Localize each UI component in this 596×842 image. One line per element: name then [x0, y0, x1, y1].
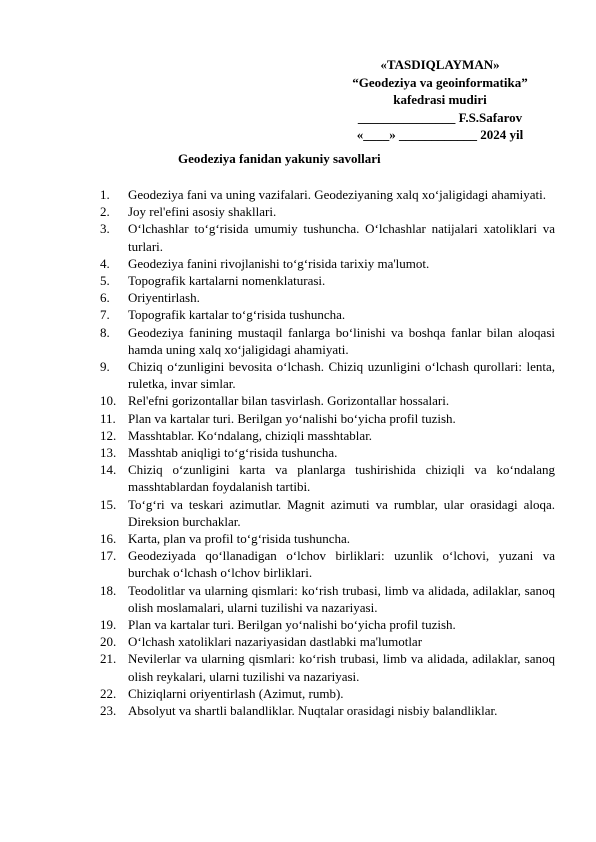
approval-department: “Geodeziya va geoinformatika”: [352, 74, 528, 90]
question-text: Chiziq o‘zunligini bevosita o‘lchash. Chiziq uzunligini o‘lchash qurollari: lenta, ruletka, invar simlar.: [128, 359, 555, 392]
question-text: Masshtablar. Ko‘ndalang, chiziqli masshtablar.: [128, 427, 373, 443]
question-item: [100, 616, 555, 633]
question-text: Geodeziya fani va uning vazifalari. Geodeziyaning xalq xo‘jaligidagi ahamiyati.: [128, 187, 547, 202]
question-number: 4.: [100, 255, 110, 271]
question-number: 14.: [100, 462, 117, 478]
question-text: Chiziq o‘zunligini karta va planlarga tushirishida chiziqli va ko‘ndalang masshtablardan foydalanish tartibi.: [128, 462, 555, 495]
question-number: 22.: [100, 685, 117, 701]
question-list: [100, 186, 555, 719]
question-number: 11.: [100, 410, 116, 426]
question-item: [100, 289, 555, 306]
question-text: O‘lchash xatoliklari nazariyasidan dastlabki ma'lumotlar: [128, 634, 423, 650]
question-text: Karta, plan va profil to‘g‘risida tushuncha.: [128, 531, 351, 547]
question-text: Teodolitlar va ularning qismlari: ko‘rish trubasi, limb va alidada, adilaklar, sanoq olish moslamalari, ularni tuzilishi va nazariyasi.: [128, 582, 555, 615]
question-text: Plan va kartalar turi. Berilgan yo‘nalishi bo‘yicha profil tuzish.: [128, 617, 456, 633]
question-number: 7.: [100, 307, 110, 323]
question-item: [100, 358, 555, 392]
question-item: [100, 220, 555, 254]
question-text: O‘lchashlar to‘g‘risida umumiy tushuncha. O‘lchashlar natijalari xatoliklari va turlari.: [128, 221, 555, 254]
question-text: To‘g‘ri va teskari azimutlar. Magnit azimuti va rumblar, ular orasidagi aloqa. Direksion burchaklar.: [128, 496, 555, 529]
question-number: 9.: [100, 359, 110, 375]
approval-date-line: «____» ____________ 2024 yil: [356, 127, 524, 142]
question-item: [100, 547, 555, 581]
question-item: [100, 306, 555, 323]
question-text: Plan va kartalar turi. Berilgan yo‘nalishi bo‘yicha profil tuzish.: [128, 410, 456, 426]
question-item: [100, 392, 555, 409]
question-item: [100, 685, 555, 702]
question-number: 1.: [100, 187, 110, 202]
question-number: 13.: [100, 445, 117, 461]
question-number: 20.: [100, 634, 117, 650]
question-item: [100, 186, 555, 203]
approval-heading: «TASDIQLAYMAN»: [380, 57, 500, 72]
question-item: [100, 650, 555, 684]
question-number: 5.: [100, 273, 110, 289]
question-number: 16.: [100, 531, 117, 547]
question-text: Joy rel'efini asosiy shakllari.: [128, 204, 277, 220]
question-text: Nevilerlar va ularning qismlari: ko‘rish trubasi, limb va alidada, adilaklar, sanoq olish reykalari, ularni tuzilishi va nazariyasi.: [128, 651, 555, 684]
question-number: 10.: [100, 393, 117, 409]
question-text: Absolyut va shartli balandliklar. Nuqtalar orasidagi nisbiy balandliklar.: [128, 703, 498, 719]
question-text: Rel'efni gorizontallar bilan tasvirlash. Gorizontallar hossalari.: [128, 393, 450, 409]
question-number: 21.: [100, 651, 117, 667]
question-number: 17.: [100, 548, 117, 564]
question-text: Geodeziya fanining mustaqil fanlarga bo‘linishi va boshqa fanlar bilan aloqasi hamda uning xalq xo‘jaligidagi ahamiyati.: [128, 324, 555, 357]
question-text: Masshtab aniqligi to‘g‘risida tushuncha.: [128, 445, 338, 461]
question-number: 2.: [100, 204, 110, 220]
question-item: [100, 255, 555, 272]
question-number: 18.: [100, 582, 117, 598]
question-item: [100, 633, 555, 650]
page-title: Geodeziya fanidan yakuniy savollari: [178, 151, 381, 166]
question-item: [100, 702, 555, 719]
approval-block: [330, 56, 550, 144]
question-number: 3.: [100, 221, 110, 237]
approval-signature-line: _______________ F.S.Safarov: [357, 109, 523, 125]
question-item: [100, 324, 555, 358]
question-item: [100, 530, 555, 547]
question-item: [100, 582, 555, 616]
approval-position: kafedrasi mudiri: [393, 92, 487, 107]
question-number: 15.: [100, 496, 117, 512]
question-item: [100, 410, 555, 427]
question-text: Geodeziya fanini rivojlanishi to‘g‘risida tarixiy ma'lumot.: [128, 255, 430, 271]
question-item: [100, 461, 555, 495]
question-item: [100, 427, 555, 444]
question-text: Oriyentirlash.: [128, 290, 200, 306]
question-number: 23.: [100, 703, 117, 719]
question-text: Geodeziyada qo‘llanadigan o‘lchov birliklari: uzunlik o‘lchovi, yuzani va burchak o‘lchash o‘lchov birliklari.: [128, 548, 555, 581]
question-text: Topografik kartalar to‘g‘risida tushuncha.: [128, 307, 346, 323]
question-number: 19.: [100, 617, 117, 633]
question-number: 12.: [100, 427, 117, 443]
question-number: 8.: [100, 324, 110, 340]
question-text: Topografik kartalarni nomenklaturasi.: [128, 273, 326, 289]
question-item: [100, 496, 555, 530]
question-item: [100, 272, 555, 289]
question-item: [100, 203, 555, 220]
question-item: [100, 444, 555, 461]
question-text: Chiziqlarni oriyentirlash (Azimut, rumb).: [128, 685, 344, 701]
question-number: 6.: [100, 290, 110, 306]
